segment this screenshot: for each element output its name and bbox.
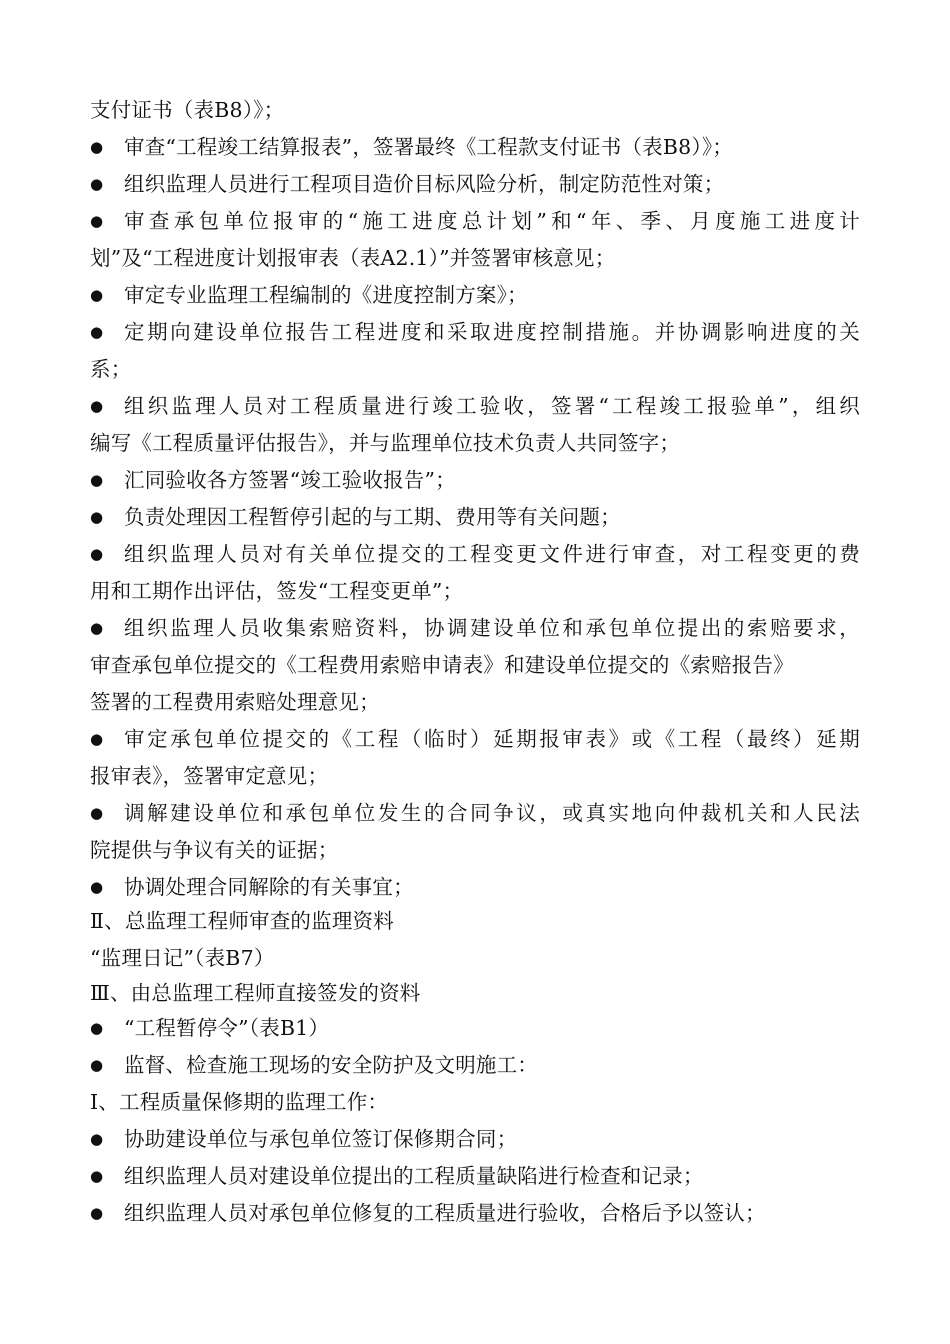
section-heading: [90, 1084, 388, 1120]
bullet-icon: ●: [90, 323, 104, 341]
bullet-icon: ●: [90, 1056, 104, 1074]
bullet-item: [90, 166, 724, 202]
line-text: 审查承包单位报审的“施工进度总计划”和“年、季、月度施工进度计: [124, 209, 860, 233]
line-text: 审定专业监理工程编制的《进度控制方案》；: [124, 283, 528, 307]
bullet-icon: ●: [90, 1130, 104, 1148]
bullet-item: [90, 536, 860, 572]
bullet-icon: ●: [90, 619, 104, 637]
line-text: Ⅰ、工程质量保修期的监理工作：: [90, 1090, 389, 1114]
line-text: Ⅲ、由总监理工程师直接签发的资料: [90, 981, 421, 1005]
bullet-item: [90, 462, 456, 498]
line-text: 组织监理人员对建设单位提出的工程质量缺陷进行检查和记录；: [124, 1164, 704, 1188]
bullet-icon: ●: [90, 1167, 104, 1185]
text-line: [90, 92, 284, 128]
line-text: “工程暂停令”（表B1）: [124, 1016, 330, 1040]
text-line: [90, 240, 615, 276]
bullet-icon: ●: [90, 175, 104, 193]
bullet-icon: ●: [90, 508, 104, 526]
line-text: 划”及“工程进度计划报审表（表A2.1）”并签署审核意见；: [90, 246, 616, 270]
line-text: 审查“工程竣工结算报表”，签署最终《工程款支付证书（表B8）》；: [124, 135, 733, 159]
bullet-icon: ●: [90, 545, 104, 563]
line-text: 汇同验收各方签署“竣工验收报告”；: [124, 468, 456, 492]
line-text: 调解建设单位和承包单位发生的合同争议，或真实地向仲裁机关和人民法: [124, 801, 860, 825]
bullet-item: [90, 1010, 329, 1046]
text-line: [90, 425, 680, 461]
line-text: 系；: [90, 357, 132, 381]
line-text: 组织监理人员对工程质量进行竣工验收，签署“工程竣工报验单”，组织: [124, 394, 860, 418]
line-text: 定期向建设单位报告工程进度和采取进度控制措施。并协调影响进度的关: [124, 320, 860, 344]
section-heading: [90, 975, 420, 1011]
bullet-item: [90, 314, 860, 350]
line-text: 用和工期作出评估，签发“工程变更单”；: [90, 579, 464, 603]
bullet-item: [90, 1047, 538, 1083]
bullet-item: [90, 795, 860, 831]
line-text: 编写《工程质量评估报告》，并与监理单位技术负责人共同签字；: [90, 431, 681, 455]
line-text: 组织监理人员对承包单位修复的工程质量进行验收，合格后予以签认；: [124, 1201, 766, 1225]
bullet-item: [90, 203, 860, 239]
bullet-item: [90, 1121, 517, 1157]
bullet-item: [90, 610, 860, 646]
bullet-icon: ●: [90, 212, 104, 230]
line-text: 协调处理合同解除的有关事宜；: [124, 875, 414, 899]
line-text: Ⅱ、总监理工程师审查的监理资料: [90, 909, 394, 933]
text-line: [90, 684, 380, 720]
line-text: 审定承包单位提交的《工程（临时）延期报审表》或《工程（最终）延期: [124, 727, 860, 751]
line-text: “监理日记”（表B7）: [90, 946, 275, 970]
section-heading: [90, 903, 394, 939]
bullet-item: [90, 869, 414, 905]
bullet-item: [90, 277, 528, 313]
bullet-item: [90, 721, 860, 757]
text-line: [90, 832, 338, 868]
line-text: 报审表》，签署审定意见；: [90, 764, 329, 788]
bullet-icon: ●: [90, 730, 104, 748]
bullet-item: [90, 388, 860, 424]
line-text: 支付证书（表B8）》；: [90, 98, 285, 122]
bullet-icon: ●: [90, 471, 104, 489]
bullet-icon: ●: [90, 286, 104, 304]
bullet-icon: ●: [90, 138, 104, 156]
line-text: 负责处理因工程暂停引起的与工期、费用等有关问题；: [124, 505, 621, 529]
bullet-icon: ●: [90, 878, 104, 896]
line-text: 组织监理人员对有关单位提交的工程变更文件进行审查，对工程变更的费: [124, 542, 860, 566]
bullet-icon: ●: [90, 804, 104, 822]
line-text: 院提供与争议有关的证据；: [90, 838, 339, 862]
bullet-item: [90, 1195, 766, 1231]
bullet-item: [90, 129, 733, 165]
line-text: 审查承包单位提交的《工程费用索赔申请表》和建设单位提交的《索赔报告》: [90, 653, 794, 677]
text-line: [90, 758, 328, 794]
text-line: [90, 573, 463, 609]
line-text: 组织监理人员进行工程项目造价目标风险分析，制定防范性对策；: [124, 172, 725, 196]
line-text: 协助建设单位与承包单位签订保修期合同；: [124, 1127, 518, 1151]
bullet-item: [90, 1158, 704, 1194]
text-line: [90, 940, 275, 976]
text-line: [90, 351, 131, 387]
bullet-icon: ●: [90, 1019, 104, 1037]
line-text: 签署的工程费用索赔处理意见；: [90, 690, 380, 714]
bullet-item: [90, 499, 621, 535]
line-text: 监督、检查施工现场的安全防护及文明施工：: [124, 1053, 538, 1077]
bullet-icon: ●: [90, 1204, 104, 1222]
text-line: [90, 647, 794, 683]
bullet-icon: ●: [90, 397, 104, 415]
line-text: 组织监理人员收集索赔资料，协调建设单位和承包单位提出的索赔要求，: [124, 616, 860, 640]
